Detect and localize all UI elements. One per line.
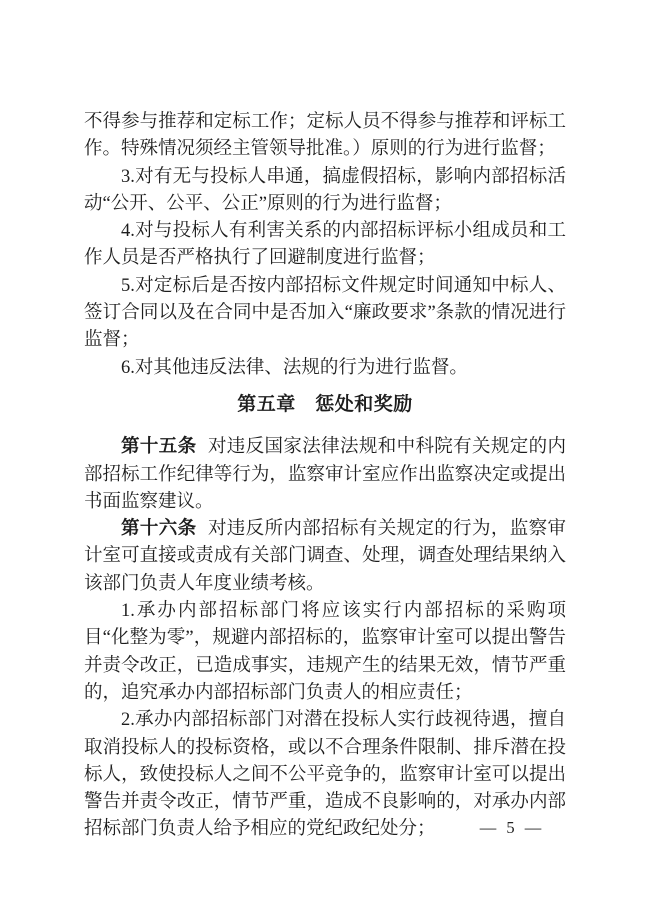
supervision-item-6: 6.对其他违反法律、法规的行为进行监督。 xyxy=(121,357,468,378)
article-15-body: 对违反国家法律法规和中科院有关规定的内部招标工作纪律等行为，监察审计室应作出监察决定或提出书面监察建议。 xyxy=(84,437,566,512)
supervision-item-4: 4.对与投标人有利害关系的内部招标评标小组成员和工作人员是否严格执行了回避制度进行监督； xyxy=(84,221,566,269)
supervision-item-3: 3.对有无与投标人串通，搞虚假招标，影响内部招标活动“公开、公平、公正”原则的行为进行监督； xyxy=(84,166,566,214)
document-text-block xyxy=(84,109,566,844)
article-16-body: 对违反所内部招标有关规定的行为，监察审计室可直接或责成有关部门调查、处理，调查处理结果纳入该部门负责人年度业绩考核。 xyxy=(84,519,566,594)
penalty-item-2: 2.承办内部招标部门对潜在投标人实行歧视待遇，擅自取消投标人的投标资格，或以不合理条件限制、排斥潜在投标人，致使投标人之间不公平竞争的，监察审计室可以提出警告并责令改正，情节严重，造成不良影响的，对承办内部招标部门负责人给予相应的党纪政纪处分； xyxy=(84,710,566,840)
article-15 xyxy=(84,434,566,516)
penalty-item-1: 1.承办内部招标部门将应该实行内部招标的采购项目“化整为零”，规避内部招标的，监察审计室可以提出警告并责令改正，已造成事实，违规产生的结果无效，情节严重的，追究承办内部招标部门负责人的相应责任； xyxy=(84,601,566,703)
supervision-item-5: 5.对定标后是否按内部招标文件规定时间通知中标人、签订合同以及在合同中是否加入“廉政要求”条款的情况进行监督； xyxy=(84,275,566,351)
page-number: — 5 — xyxy=(479,818,545,837)
chapter-heading: 第五章 惩处和奖励 xyxy=(237,393,413,415)
article-16 xyxy=(84,516,566,598)
continuation-paragraph: 不得参与推荐和定标工作；定标人员不得参与推荐和评标工作。特殊情况须经主管领导批准。）原则的行为进行监督； xyxy=(84,112,566,160)
article-16-number: 第十六条 xyxy=(121,519,197,540)
article-15-number: 第十五条 xyxy=(121,437,197,458)
